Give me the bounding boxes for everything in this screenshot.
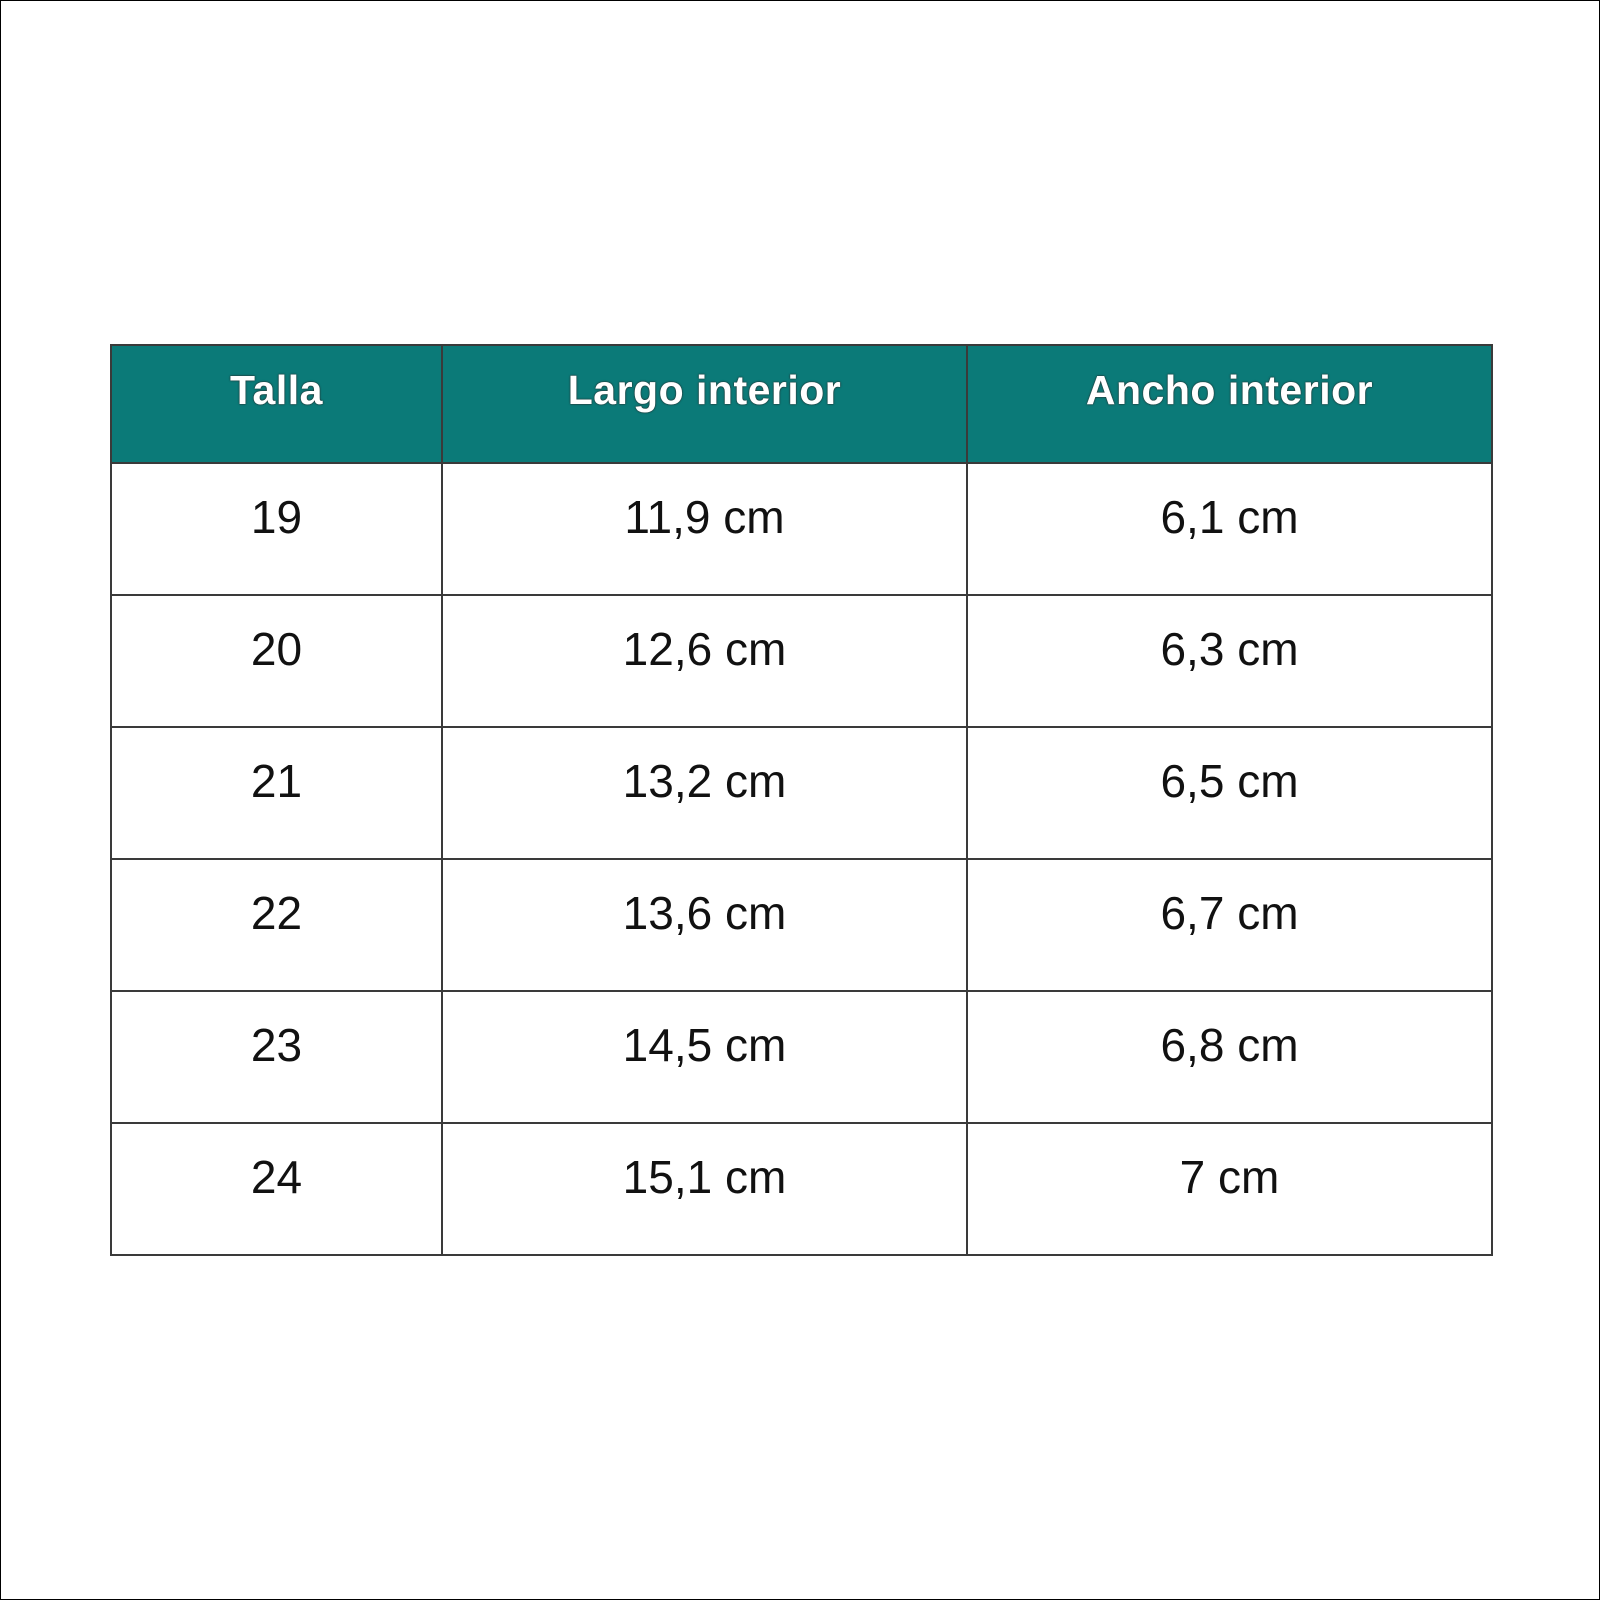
table-row [111, 727, 1492, 859]
cell-ancho: 6,3 cm [967, 595, 1492, 727]
cell-ancho: 7 cm [967, 1123, 1492, 1255]
cell-ancho: 6,1 cm [967, 463, 1492, 595]
cell-talla: 22 [111, 859, 442, 991]
table-row [111, 595, 1492, 727]
cell-largo: 15,1 cm [442, 1123, 967, 1255]
header-talla: Talla [111, 345, 442, 463]
cell-talla: 21 [111, 727, 442, 859]
cell-talla: 19 [111, 463, 442, 595]
header-ancho-interior: Ancho interior [967, 345, 1492, 463]
cell-largo: 14,5 cm [442, 991, 967, 1123]
cell-ancho: 6,7 cm [967, 859, 1492, 991]
cell-largo: 13,6 cm [442, 859, 967, 991]
table-row [111, 1123, 1492, 1255]
table-row [111, 991, 1492, 1123]
table-row [111, 463, 1492, 595]
cell-largo: 13,2 cm [442, 727, 967, 859]
size-chart-table [110, 344, 1493, 1256]
cell-ancho: 6,5 cm [967, 727, 1492, 859]
cell-talla: 23 [111, 991, 442, 1123]
table-row [111, 859, 1492, 991]
table-header-row [111, 345, 1492, 463]
cell-largo: 11,9 cm [442, 463, 967, 595]
cell-largo: 12,6 cm [442, 595, 967, 727]
cell-talla: 20 [111, 595, 442, 727]
header-largo-interior: Largo interior [442, 345, 967, 463]
cell-talla: 24 [111, 1123, 442, 1255]
cell-ancho: 6,8 cm [967, 991, 1492, 1123]
